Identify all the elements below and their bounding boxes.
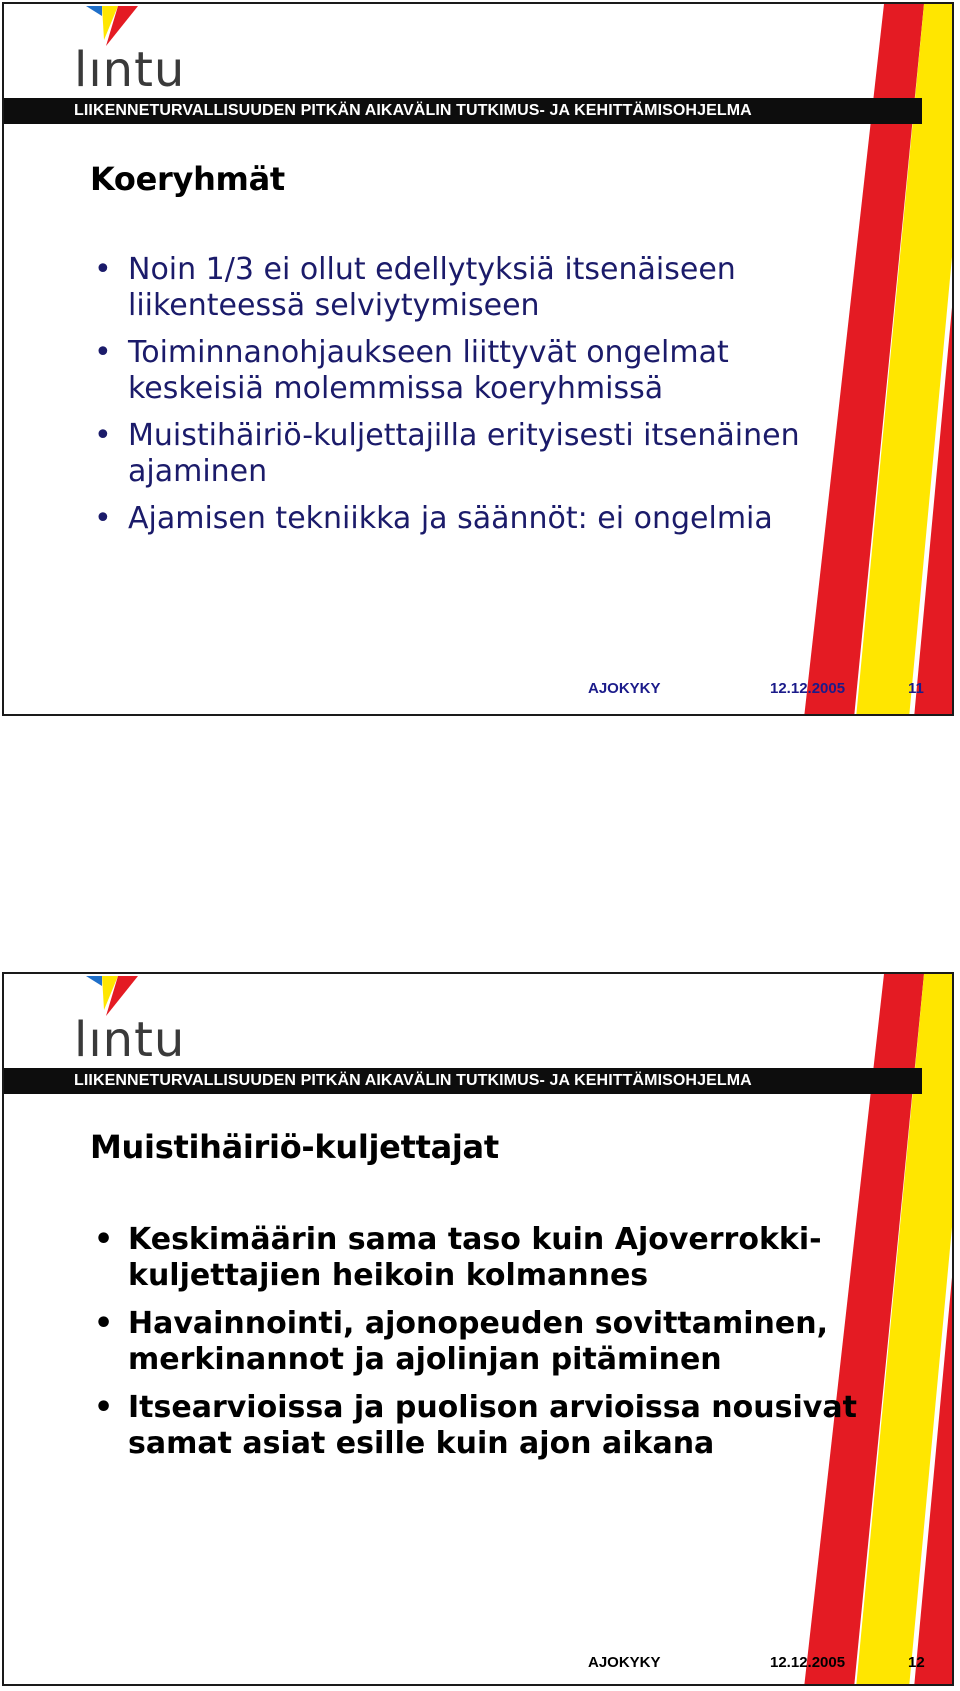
list-item: • Keskimäärin sama taso kuin Ajoverrokki-kuljettajien heikoin kolmannes <box>94 1222 822 1293</box>
slide-11 <box>2 2 954 716</box>
program-banner <box>4 98 922 124</box>
list-item: • Noin 1/3 ei ollut edellytyksiä itsenäiseen liikenteessä selviytymiseen <box>94 252 736 323</box>
bullet-list <box>90 252 860 548</box>
page-number: 12 <box>908 1654 925 1671</box>
footer-date: 12.12.2005 <box>770 680 846 697</box>
lintu-logo-text: lıntu <box>74 42 186 98</box>
program-banner-text: LIIKENNETURVALLISUUDEN PITKÄN AIKAVÄLIN TUTKIMUS- JA KEHITTÄMISOHJELMA <box>74 102 752 119</box>
bullet-icon: • <box>94 418 112 453</box>
footer-label: AJOKYKY <box>588 680 661 697</box>
footer-label: AJOKYKY <box>588 1654 661 1671</box>
lintu-logo-text: lıntu <box>74 1012 186 1068</box>
bullet-icon: • <box>94 501 112 536</box>
slide-12 <box>2 972 954 1686</box>
bullet-icon: • <box>94 252 112 287</box>
list-item: • Toiminnanohjaukseen liittyvät ongelmat keskeisiä molemmissa koeryhmissä <box>94 335 729 406</box>
bullet-icon: • <box>94 1306 114 1341</box>
bullet-list <box>90 1222 860 1474</box>
page-number: 11 <box>908 680 924 697</box>
list-item: • Itsearvioissa ja puolison arvioissa nousivat samat asiat esille kuin ajon aikana <box>94 1390 857 1461</box>
bullet-icon: • <box>94 1222 114 1257</box>
list-item: • Havainnointi, ajonopeuden sovittaminen, merkinannot ja ajolinjan pitäminen <box>94 1306 829 1377</box>
list-item: • Ajamisen tekniikka ja säännöt: ei ongelmia <box>94 501 773 536</box>
list-item: • Muistihäiriö-kuljettajilla erityisesti itsenäinen ajaminen <box>94 418 800 489</box>
program-banner-text: LIIKENNETURVALLISUUDEN PITKÄN AIKAVÄLIN TUTKIMUS- JA KEHITTÄMISOHJELMA <box>74 1072 752 1089</box>
program-banner <box>4 1068 922 1094</box>
footer-date: 12.12.2005 <box>770 1654 846 1671</box>
bullet-icon: • <box>94 335 112 370</box>
bullet-icon: • <box>94 1390 114 1425</box>
slide-title: Koeryhmät <box>90 160 285 198</box>
slide-title: Muistihäiriö-kuljettajat <box>90 1128 499 1166</box>
